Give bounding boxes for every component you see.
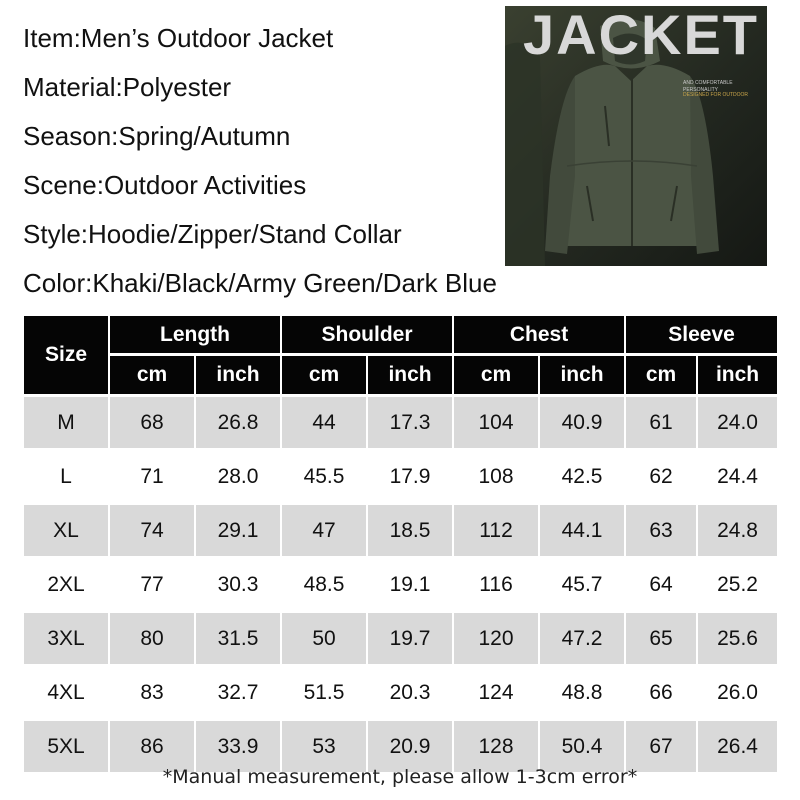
measurement-cell: 24.8 (698, 505, 777, 556)
measurement-cell: 33.9 (196, 721, 280, 772)
measurement-cell: 47.2 (540, 613, 624, 664)
shoulder-header: Shoulder (282, 316, 452, 353)
measurement-cell: 63 (626, 505, 696, 556)
measurement-footnote: *Manual measurement, please allow 1-3cm error* (162, 766, 638, 788)
measurement-cell: 65 (626, 613, 696, 664)
measurement-cell: 104 (454, 397, 538, 448)
measurement-cell: 45.7 (540, 559, 624, 610)
table-row (24, 613, 777, 664)
table-row (24, 667, 777, 718)
unit-header-cm: cm (110, 356, 194, 394)
measurement-cell: 44 (282, 397, 366, 448)
table-group-header-row (24, 316, 777, 353)
size-cell: 2XL (24, 559, 108, 610)
unit-header-inch: inch (540, 356, 624, 394)
measurement-cell: 51.5 (282, 667, 366, 718)
measurement-cell: 25.2 (698, 559, 777, 610)
length-header: Length (110, 316, 280, 353)
measurement-cell: 30.3 (196, 559, 280, 610)
size-cell: M (24, 397, 108, 448)
measurement-cell: 24.0 (698, 397, 777, 448)
measurement-cell: 116 (454, 559, 538, 610)
spec-item: Item:Men’s Outdoor Jacket (23, 23, 334, 53)
size-table-body (24, 397, 777, 772)
spec-scene: Scene:Outdoor Activities (23, 170, 307, 200)
measurement-cell: 50 (282, 613, 366, 664)
table-unit-header-row (24, 356, 777, 394)
table-row (24, 505, 777, 556)
measurement-cell: 28.0 (196, 451, 280, 502)
table-row (24, 559, 777, 610)
product-specs (23, 14, 497, 308)
spec-color: Color:Khaki/Black/Army Green/Dark Blue (23, 268, 497, 298)
unit-header-cm: cm (626, 356, 696, 394)
measurement-cell: 67 (626, 721, 696, 772)
measurement-cell: 19.7 (368, 613, 452, 664)
table-row (24, 721, 777, 772)
chest-header: Chest (454, 316, 624, 353)
measurement-cell: 62 (626, 451, 696, 502)
measurement-cell: 18.5 (368, 505, 452, 556)
measurement-cell: 64 (626, 559, 696, 610)
measurement-cell: 26.8 (196, 397, 280, 448)
measurement-cell: 26.4 (698, 721, 777, 772)
size-cell: L (24, 451, 108, 502)
measurement-cell: 25.6 (698, 613, 777, 664)
unit-header-cm: cm (454, 356, 538, 394)
measurement-cell: 108 (454, 451, 538, 502)
measurement-cell: 17.9 (368, 451, 452, 502)
photo-tagline-secondary: DESIGNED FOR OUTDOOR (683, 92, 749, 98)
measurement-cell: 40.9 (540, 397, 624, 448)
measurement-cell: 24.4 (698, 451, 777, 502)
measurement-cell: 50.4 (540, 721, 624, 772)
measurement-cell: 124 (454, 667, 538, 718)
spec-style: Style:Hoodie/Zipper/Stand Collar (23, 219, 402, 249)
spec-season: Season:Spring/Autumn (23, 121, 291, 151)
size-cell: 5XL (24, 721, 108, 772)
measurement-cell: 44.1 (540, 505, 624, 556)
spec-material: Material:Polyester (23, 72, 232, 102)
measurement-cell: 61 (626, 397, 696, 448)
measurement-cell: 48.8 (540, 667, 624, 718)
measurement-cell: 20.9 (368, 721, 452, 772)
photo-title: JACKET (522, 6, 760, 66)
measurement-cell: 112 (454, 505, 538, 556)
measurement-cell: 20.3 (368, 667, 452, 718)
size-cell: XL (24, 505, 108, 556)
unit-header-cm: cm (282, 356, 366, 394)
unit-header-inch: inch (196, 356, 280, 394)
size-chart-table (22, 313, 779, 775)
measurement-cell: 68 (110, 397, 194, 448)
measurement-cell: 53 (282, 721, 366, 772)
product-photo (505, 6, 767, 266)
measurement-cell: 74 (110, 505, 194, 556)
measurement-cell: 120 (454, 613, 538, 664)
size-cell: 3XL (24, 613, 108, 664)
measurement-cell: 17.3 (368, 397, 452, 448)
table-row (24, 397, 777, 448)
photo-tagline: AND COMFORTABLE PERSONALITY (683, 80, 733, 93)
measurement-cell: 47 (282, 505, 366, 556)
size-cell: 4XL (24, 667, 108, 718)
sleeve-header: Sleeve (626, 316, 777, 353)
measurement-cell: 80 (110, 613, 194, 664)
measurement-cell: 128 (454, 721, 538, 772)
measurement-cell: 48.5 (282, 559, 366, 610)
measurement-cell: 19.1 (368, 559, 452, 610)
size-column-header: Size (24, 316, 108, 394)
unit-header-inch: inch (698, 356, 777, 394)
measurement-cell: 83 (110, 667, 194, 718)
measurement-cell: 45.5 (282, 451, 366, 502)
measurement-cell: 32.7 (196, 667, 280, 718)
measurement-cell: 29.1 (196, 505, 280, 556)
measurement-cell: 86 (110, 721, 194, 772)
measurement-cell: 71 (110, 451, 194, 502)
measurement-cell: 26.0 (698, 667, 777, 718)
unit-header-inch: inch (368, 356, 452, 394)
measurement-cell: 31.5 (196, 613, 280, 664)
table-row (24, 451, 777, 502)
measurement-cell: 77 (110, 559, 194, 610)
measurement-cell: 66 (626, 667, 696, 718)
measurement-cell: 42.5 (540, 451, 624, 502)
